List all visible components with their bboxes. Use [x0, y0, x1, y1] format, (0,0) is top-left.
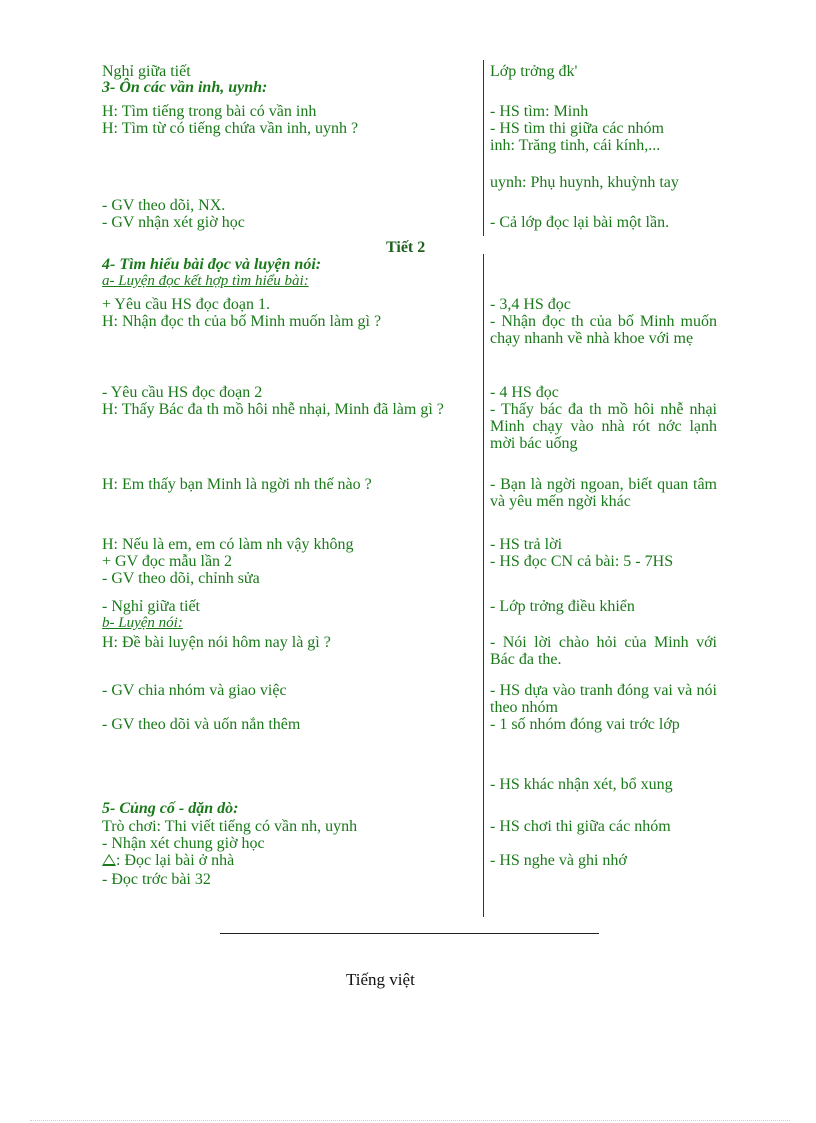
answer-sweat: - Thấy bác đa th mồ hôi nhễ nhại Minh chạy vào nhà rót nớc lạnh mời bác uống: [490, 401, 717, 452]
gv-groups: - GV chia nhóm và giao việc: [102, 682, 287, 699]
hs-play: - HS chơi thi giữa các nhóm: [490, 818, 671, 835]
question-you: H: Nếu là em, em có làm nh vậy không: [102, 536, 354, 553]
column-divider-top: [483, 60, 484, 236]
hs-find-groups: - HS tìm thi giữa các nhóm: [490, 120, 664, 137]
question-minh: H: Em thấy bạn Minh là ngời nh thế nào ?: [102, 476, 372, 493]
tiet-2-title: Tiết 2: [386, 239, 426, 256]
column-divider-bottom: [483, 254, 484, 917]
class-leader: Lớp trởng đk': [490, 63, 578, 80]
gv-read-sample: + GV đọc mẫu lần 2: [102, 553, 233, 570]
footer-title: Tiếng việt: [346, 970, 415, 989]
question-inh-uynh: H: Tìm từ có tiếng chứa vần inh, uynh ?: [102, 120, 359, 137]
read-para-1: + Yêu cầu HS đọc đoạn 1.: [102, 296, 270, 313]
read-ahead: - Đọc trớc bài 32: [102, 871, 211, 888]
general-review: - Nhận xét chung giờ học: [102, 835, 265, 852]
heading-3: 3- Ôn các vần inh, uynh:: [102, 79, 268, 96]
answer-minh: - Bạn là ngời ngoan, biết quan tâm và yêu mến ngời khác: [490, 476, 717, 510]
hs-answer: - HS trả lời: [490, 536, 563, 553]
hs-read-4: - 4 HS đọc: [490, 384, 559, 401]
game-text: Trò chơi: Thi viết tiếng có vần nh, uynh: [102, 818, 358, 835]
answer-letter: - Nhận đọc th của bố Minh muốn chạy nhanh về nhà khoe với mẹ: [490, 313, 717, 347]
question-letter: H: Nhận đọc th của bố Minh muốn làm gì ?: [102, 313, 382, 330]
subheading-b: b- Luyện nói:: [102, 615, 183, 631]
hs-read-cn: - HS đọc CN cả bài: 5 - 7HS: [490, 553, 674, 570]
homework: [102, 852, 234, 869]
gv-review: - GV nhận xét giờ học: [102, 214, 245, 231]
class-leader-control: - Lớp trởng điều khiển: [490, 598, 635, 615]
question-inh: H: Tìm tiếng trong bài có vần inh: [102, 103, 317, 120]
hs-role-play: - HS dựa vào tranh đóng vai và nói theo nhóm: [490, 682, 717, 716]
question-sweat: H: Thấy Bác đa th mồ hôi nhễ nhại, Minh đã làm gì ?: [102, 401, 444, 418]
break-text-2: - Nghỉ giữa tiết: [102, 598, 200, 615]
homework-text: : Đọc lại bài ở nhà: [116, 852, 235, 869]
gv-guide: - GV theo dõi và uốn nắn thêm: [102, 716, 301, 733]
inh-words: inh: Trăng tinh, cái kính,...: [490, 137, 661, 154]
groups-perform: - 1 số nhóm đóng vai trớc lớp: [490, 716, 680, 733]
hs-comment: - HS khác nhận xét, bổ xung: [490, 776, 673, 793]
separator-line: [220, 933, 599, 934]
gv-follow: - GV theo dõi, NX.: [102, 197, 226, 214]
hs-listen: - HS nghe và ghi nhớ: [490, 852, 627, 869]
gv-correct: - GV theo dõi, chỉnh sửa: [102, 570, 260, 587]
question-topic: H: Đề bài luyện nói hôm nay là gì ?: [102, 634, 331, 651]
triangle-icon: [102, 854, 116, 866]
read-para-2: - Yêu cầu HS đọc đoạn 2: [102, 384, 263, 401]
heading-4: 4- Tìm hiểu bài đọc và luyện nói:: [102, 256, 322, 273]
class-read: - Cả lớp đọc lại bài một lần.: [490, 214, 670, 231]
subheading-a: a- Luyện đọc kết hợp tìm hiểu bài:: [102, 273, 309, 289]
uynh-words: uynh: Phụ huynh, khuỳnh tay: [490, 174, 679, 191]
page-bottom-border: [30, 1120, 790, 1121]
answer-topic: - Nói lời chào hỏi của Minh với Bác đa the.: [490, 634, 717, 668]
heading-5: 5- Củng cố - dặn dò:: [102, 800, 239, 817]
break-text: Nghỉ giữa tiết: [102, 63, 191, 80]
hs-read-34: - 3,4 HS đọc: [490, 296, 571, 313]
hs-find: - HS tìm: Minh: [490, 103, 589, 120]
